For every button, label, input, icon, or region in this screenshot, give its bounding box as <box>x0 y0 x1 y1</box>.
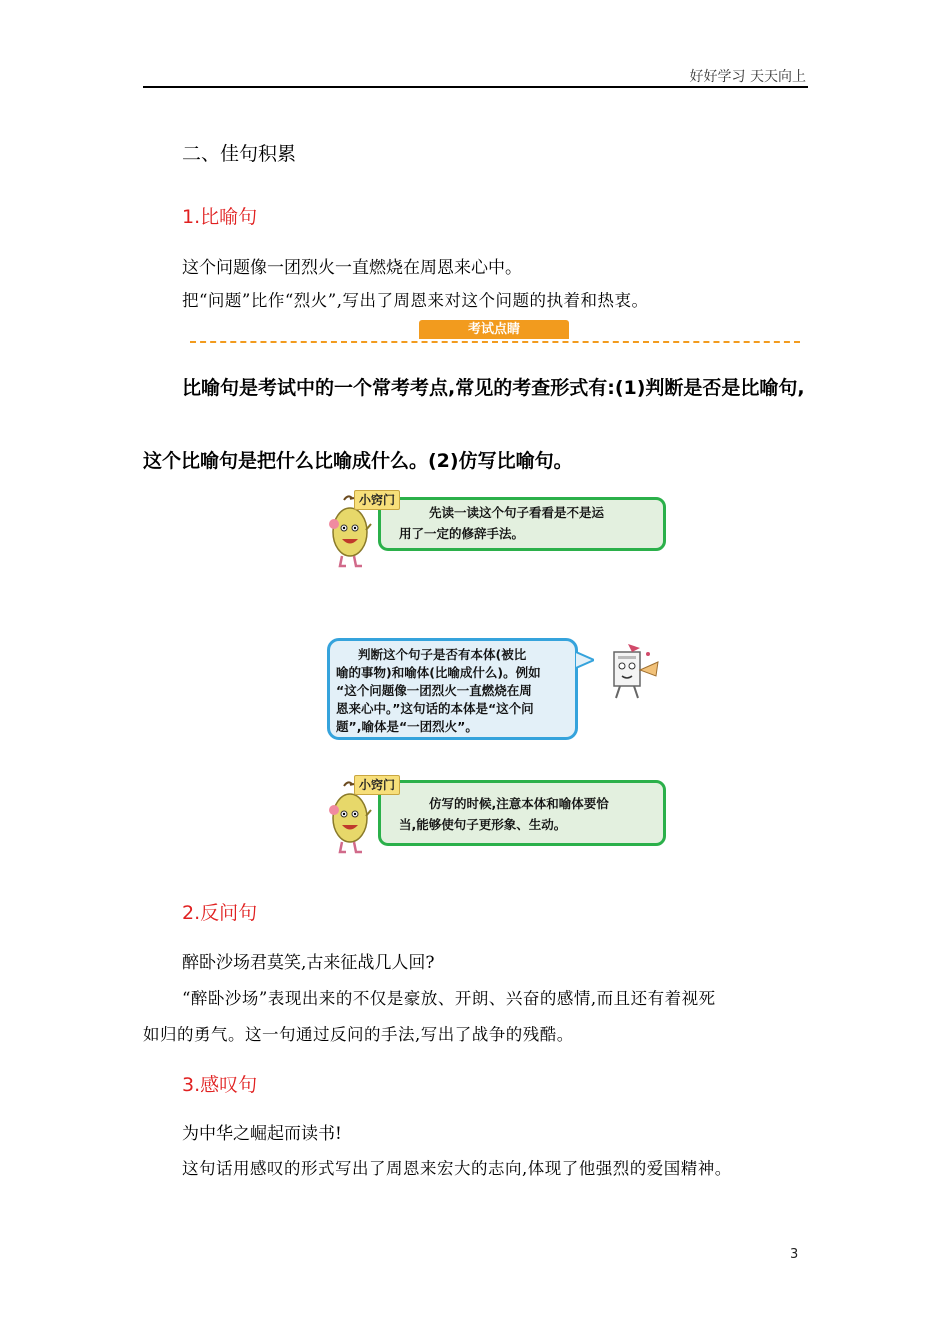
page-number: 3 <box>790 1247 799 1262</box>
tip2-line2: 当,能够使句子更形象、生动。 <box>399 817 567 832</box>
exam-tag: 考试点睛 <box>419 320 569 339</box>
tip1-line1: 先读一读这个句子看看是不是运 <box>429 505 605 520</box>
simile-explanation: 把“问题”比作“烈火”,写出了周恩来对这个问题的执着和热衷。 <box>182 291 649 310</box>
bubble-line3: “这个问题像一团烈火一直燃烧在周 <box>336 683 532 698</box>
bubble-line1: 判断这个句子是否有本体(被比 <box>358 647 527 662</box>
header-slogan: 好好学习 天天向上 <box>689 69 806 85</box>
exam-point-line1: 比喻句是考试中的一个常考考点,常见的考查形式有:(1)判断是否是比喻句, <box>182 377 805 399</box>
bubble-line2: 喻的事物)和喻体(比喻成什么)。例如 <box>336 665 541 680</box>
rhetorical-explanation-line1: “醉卧沙场”表现出来的不仅是豪放、开朗、兴奋的感情,而且还有着视死 <box>182 989 716 1008</box>
simile-title: 1.比喻句 <box>182 206 258 228</box>
tip2-label: 小窍门 <box>354 775 400 795</box>
tip-box-2 <box>378 780 666 846</box>
simile-sentence: 这个问题像一团烈火一直燃烧在周恩来心中。 <box>182 258 522 278</box>
mascot-book-icon <box>600 640 662 704</box>
rhetorical-explanation-line2: 如归的勇气。这一句通过反问的手法,写出了战争的残酷。 <box>143 1025 574 1044</box>
tip-box-1 <box>378 497 666 551</box>
bubble-line5: 题”,喻体是“一团烈火”。 <box>336 719 478 734</box>
bubble-tail <box>576 650 594 670</box>
exam-divider <box>190 341 800 343</box>
exclamation-explanation: 这句话用感叹的形式写出了周恩来宏大的志向,体现了他强烈的爱国精神。 <box>182 1159 732 1178</box>
tip2-line1: 仿写的时候,注意本体和喻体要恰 <box>429 796 609 811</box>
rhetorical-title: 2.反问句 <box>182 902 258 924</box>
tip1-label: 小窍门 <box>354 490 400 510</box>
header-rule <box>143 86 808 88</box>
rhetorical-sentence: 醉卧沙场君莫笑,古来征战几人回? <box>182 953 435 973</box>
exclamation-sentence: 为中华之崛起而读书! <box>182 1124 342 1144</box>
tip1-line2: 用了一定的修辞手法。 <box>399 526 525 541</box>
bubble-line4: 恩来心中。”这句话的本体是“这个问 <box>336 701 534 716</box>
exam-point-line2: 这个比喻句是把什么比喻成什么。(2)仿写比喻句。 <box>143 450 573 472</box>
section-title: 二、佳句积累 <box>182 143 297 165</box>
explanation-bubble <box>327 638 578 740</box>
exclamation-title: 3.感叹句 <box>182 1074 258 1096</box>
